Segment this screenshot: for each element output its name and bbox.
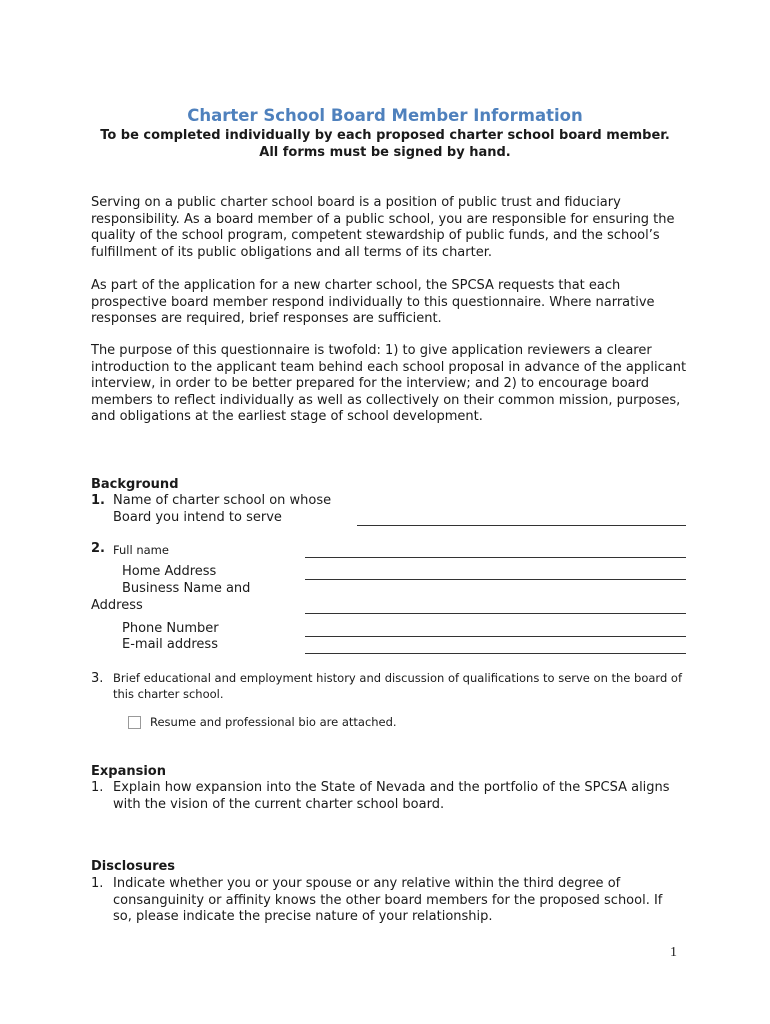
background-question-1 (91, 493, 391, 527)
question-number: 1. (91, 780, 104, 795)
disclosures-question-1: Indicate whether you or your spouse or any relative within the third degree of consanguinity or affinity knows the other board members for the proposed school. If so, please indicate the precise nature of your relationship. (113, 876, 663, 925)
question-1-line-1: Name of charter school on whose (113, 493, 332, 508)
intro-paragraph-1: Serving on a public charter school board is a position of public trust and fiduciary responsibility. As a board member of a public school, you are responsible for ensuring the quality of the school program, competent stewardship of public funds, and the school’s fulfillment of its public obligations and all terms of its charter. (91, 195, 675, 260)
phone-number-label: Phone Number (122, 621, 219, 636)
disclosures-heading: Disclosures (91, 859, 176, 874)
intro-paragraph-2: As part of the application for a new charter school, the SPCSA requests that each prospective board member respond individually to this questionnaire. Where narrative responses are required, brief responses are sufficient. (91, 278, 655, 327)
expansion-heading: Expansion (91, 764, 166, 779)
page-number: 1 (670, 945, 677, 960)
background-question-3: Brief educational and employment history and discussion of qualifications to serve on the board of this charter school. (113, 671, 682, 701)
resume-attached-label: Resume and professional bio are attached. (150, 715, 397, 729)
question-number: 2. (91, 541, 105, 556)
question-number: 1. (91, 493, 105, 508)
email-address-field[interactable] (305, 653, 686, 654)
business-name-address-field[interactable] (305, 613, 686, 614)
resume-attached-checkbox[interactable] (128, 716, 141, 729)
intro-paragraph-3: The purpose of this questionnaire is twofold: 1) to give application reviewers a clearer introduction to the applicant team behind each school proposal in advance of the applicant interview, in order to be better prepared for the interview; and 2) to encourage board members to reflect individually as well as collectively on their common mission, purposes, and obligations at the earliest stage of school development. (91, 343, 687, 425)
question-1-line-2: Board you intend to serve (113, 510, 282, 525)
instructions-line-1: To be completed individually by each proposed charter school board member. (100, 128, 670, 143)
charter-school-name-field[interactable] (357, 525, 686, 526)
question-number: 1. (91, 876, 104, 891)
business-address-label: Address (91, 598, 143, 613)
email-address-label: E-mail address (122, 637, 218, 652)
background-heading: Background (91, 477, 179, 492)
phone-number-field[interactable] (305, 636, 686, 637)
instructions-line-2: All forms must be signed by hand. (259, 144, 511, 160)
full-name-field[interactable] (305, 557, 686, 558)
instructions (100, 128, 670, 161)
expansion-question-1: Explain how expansion into the State of Nevada and the portfolio of the SPCSA aligns with the vision of the current charter school board. (113, 780, 670, 812)
document-title: Charter School Board Member Information (187, 106, 583, 125)
business-name-label: Business Name and (122, 581, 251, 596)
question-number: 3. (91, 671, 104, 686)
home-address-label: Home Address (122, 564, 217, 579)
home-address-field[interactable] (305, 579, 686, 580)
full-name-label: Full name (113, 543, 169, 557)
